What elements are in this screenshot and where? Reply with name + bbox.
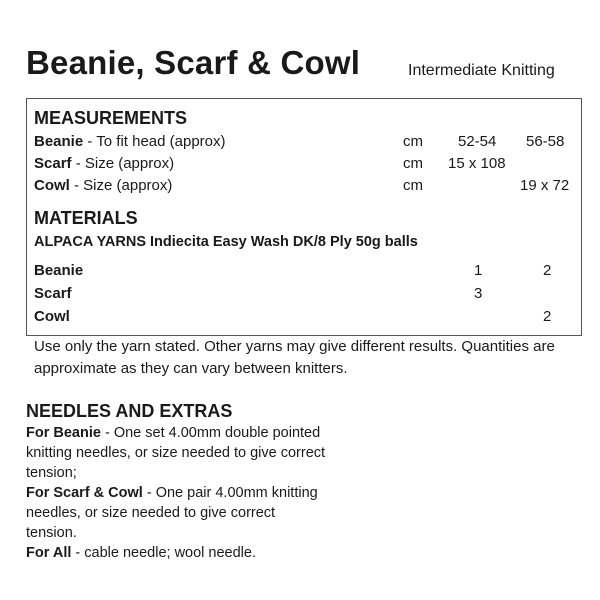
materials-heading: MATERIALS: [34, 208, 138, 228]
needles-item-label: For All: [26, 545, 72, 561]
needles-item-text: - One set 4.00mm double pointed knitting needles, or size needed to give correct tension;: [26, 425, 326, 481]
measurement-row-cowl: [34, 177, 172, 194]
measurement-unit: cm: [403, 155, 423, 172]
needles-item-scarf-cowl: [26, 483, 326, 543]
needles-list: [26, 423, 326, 563]
material-qty-2: 2: [543, 308, 552, 325]
material-qty-2: 2: [543, 262, 552, 279]
needles-item-beanie: [26, 423, 326, 483]
measurement-row-scarf: [34, 155, 174, 172]
measurement-unit: cm: [403, 177, 423, 194]
material-qty-1: 3: [474, 285, 483, 302]
measurement-size-2: 56-58: [526, 133, 565, 150]
measurements-heading: MEASUREMENTS: [34, 108, 188, 128]
material-item-beanie: Beanie: [34, 262, 84, 279]
material-qty-1: 1: [474, 262, 483, 279]
needles-item-label: For Scarf & Cowl: [26, 485, 143, 501]
measurement-size-1: 15 x 108: [448, 155, 506, 172]
measurement-row-beanie: [34, 133, 226, 150]
measurement-desc: - Size (approx): [69, 177, 173, 194]
yarn-name: ALPACA YARNS Indiecita Easy Wash DK/8 Ply 50g balls: [34, 234, 418, 250]
material-item-scarf: Scarf: [34, 285, 72, 302]
measurement-item: Scarf: [34, 155, 72, 172]
needles-item-all: [26, 543, 326, 563]
yarn-note: Use only the yarn stated. Other yarns may give different results. Quantities are approximate as they can vary between knitters.: [34, 338, 555, 377]
skill-level: Intermediate Knitting: [408, 62, 555, 79]
page-title: Beanie, Scarf & Cowl: [26, 44, 361, 81]
measurement-unit: cm: [403, 133, 423, 150]
needles-item-text: - cable needle; wool needle.: [71, 545, 256, 561]
measurement-item: Beanie: [34, 133, 84, 150]
needles-item-text: - One pair 4.00mm knitting needles, or size needed to give correct tension.: [26, 485, 318, 541]
material-item-cowl: Cowl: [34, 308, 70, 325]
needles-heading: NEEDLES AND EXTRAS: [26, 401, 233, 421]
measurement-item: Cowl: [34, 177, 70, 194]
measurement-size-1: 52-54: [458, 133, 497, 150]
measurement-desc: - To fit head (approx): [83, 133, 226, 150]
needles-item-label: For Beanie: [26, 425, 101, 441]
measurement-size-2: 19 x 72: [520, 177, 570, 194]
measurement-desc: - Size (approx): [71, 155, 175, 172]
